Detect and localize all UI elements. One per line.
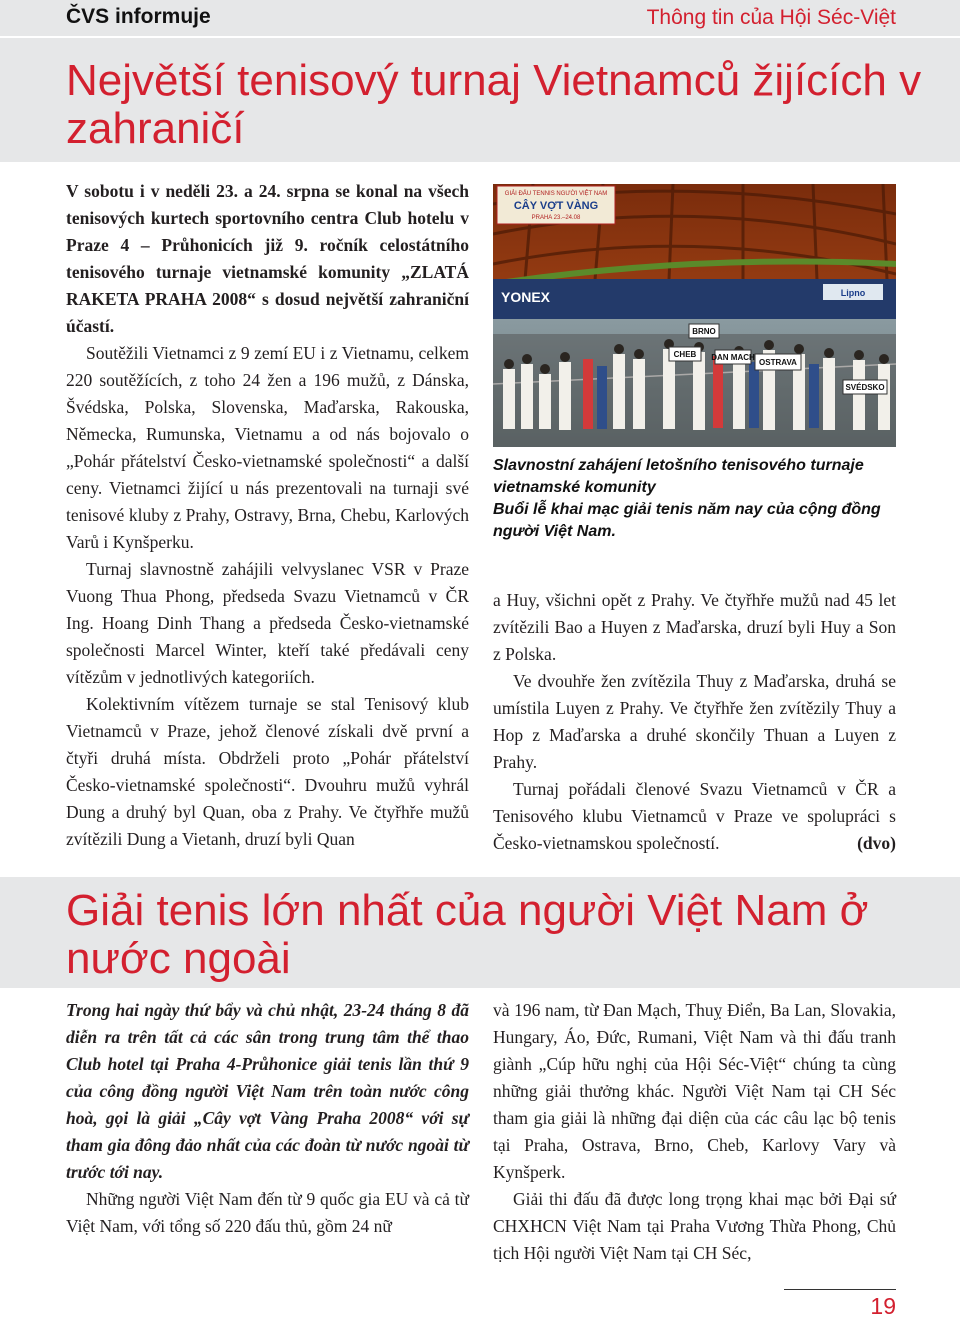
section-label-vn: Thông tin của Hội Séc-Việt xyxy=(646,6,896,29)
team-sign-svedsko: SVÉDSKO xyxy=(845,383,885,392)
team-sign-brno: BRNO xyxy=(692,327,716,336)
closing-paragraph xyxy=(493,776,896,857)
section-label-cz: ČVS informuje xyxy=(66,5,211,28)
paragraph: a Huy, všichni opět z Prahy. Ve čtyřhře mužů nad 45 let zvítězili Bao a Huyen z Maďarska, druzí byli Huy a Son z Polska. xyxy=(493,590,896,664)
article-title-cz: Největší tenisový turnaj Vietnamců žijících v zahraničí xyxy=(66,56,922,153)
team-sign-danmach: DAN MACH xyxy=(711,353,755,362)
banner-line-3: PRAHA 23.–24.08 xyxy=(531,215,581,221)
brand-yonex: YONEX xyxy=(501,289,551,305)
caption-cz: Slavnostní zahájení letošního tenisového turnaje vietnamské komunity xyxy=(493,457,864,496)
banner-line-1: GIẢI ĐẤU TENNIS NGƯỜI VIỆT NAM xyxy=(504,191,608,197)
article-column-2 xyxy=(493,587,896,857)
article-lead-vn: Trong hai ngày thứ bẩy và chủ nhật, 23-24 tháng 8 đã diễn ra trên tất cả các sân trong trung tâm thể thao Club hotel tại Praha 4-Průhonice giải tenis lần thứ 9 của công đồng người Việt Nam trên toàn nước công hoà, gọi là giải „Cây vợt Vàng Praha 2008“ với sự tham gia đông đảo nhất của các đoàn từ nước ngoài từ trước tới nay. xyxy=(66,1000,469,1182)
brand-sponsor: Lipno xyxy=(840,288,866,298)
team-sign-cheb: CHEB xyxy=(673,350,697,359)
paragraph: Kolektivním vítězem turnaje se stal Tenisový klub Vietnamců v Praze, jehož členové získali dvě první a čtyři druhá místa. Obdrželi proto „Pohár přátelství Česko-vietnamské společnosti“. Dvouhru mužů vyhrál Dung a druhý byl Quan, oba z Prahy. Ve čtyřhře mužů zvítězili Dung a Vietanh, druzí byli Quan xyxy=(66,694,469,849)
team-sign-ostrava: OSTRAVA xyxy=(759,358,797,367)
article-column-3 xyxy=(66,997,469,1240)
tournament-photo xyxy=(493,184,896,447)
photo-caption xyxy=(493,455,896,543)
page-number-rule xyxy=(784,1289,896,1290)
article-lead-cz: V sobotu i v neděli 23. a 24. srpna se konal na všech tenisových kurtech sportovního centra Club hotelu v Praze 4 – Průhonicích již 9. ročník celostátního tenisového turnaje vietnamské komunity „ZLATÁ RAKETA PRAHA 2008“ s dosud největší zahraniční účastí. xyxy=(66,181,469,336)
paragraph: Ve dvouhře žen zvítězila Thuy z Maďarska, druhá se umístila Luyen z Prahy. Ve čtyřhře žen zvítězily Thuy a Hop z Maďarska a druhé skončily Thuan a Luyen z Prahy. xyxy=(493,671,896,772)
paragraph: Turnaj slavnostně zahájili velvyslanec VSR v Praze Vuong Thua Phong, předseda Svazu Vietnamců v ČR Ing. Hoang Dinh Thang a předseda Česko-vietnamské společnosti Marcel Winter, kteří také předávali ceny vítězům v jednotlivých kategoriích. xyxy=(66,559,469,687)
author-signature: (dvo) xyxy=(857,833,896,853)
paragraph: Những người Việt Nam đến từ 9 quốc gia EU và cả từ Việt Nam, với tổng số 220 đấu thủ, gồm 24 nữ xyxy=(66,1189,469,1236)
page-number: 19 xyxy=(870,1293,896,1319)
article-column-4 xyxy=(493,997,896,1267)
paragraph: Giải thi đấu đã được long trọng khai mạc bởi Đại sứ CHXHCN Việt Nam tại Praha Vương Thừa Phong, Chủ tịch Hội người Việt Nam tại CH Séc, xyxy=(493,1189,896,1263)
caption-vn: Buổi lễ khai mạc giải tenis năm nay của cộng đồng người Việt Nam. xyxy=(493,501,881,540)
article-column-1 xyxy=(66,178,469,853)
closing-text: Turnaj pořádali členové Svazu Vietnamců v ČR a Tenisového klubu Vietnamců v Praze ve spolupráci s Česko-vietnamskou společností. xyxy=(493,779,896,853)
article-title-vn: Giải tenis lớn nhất của người Việt Nam ở nước ngoài xyxy=(66,886,869,983)
paragraph: và 196 nam, từ Đan Mạch, Thuỵ Điển, Ba Lan, Slovakia, Hungary, Áo, Đức, Rumani, Việt Nam và thi đấu tranh giành „Cúp hữu nghị của Hội Séc-Việt“ chúng ta cùng những giải thưởng khác. Người Việt Nam tại CH Séc tham gia giải là những đại diện của các câu lạc bộ tenis tại Praha, Ostrava, Brno, Cheb, Karlovy Vary và Kynšperk. xyxy=(493,1000,896,1182)
paragraph: Soutěžili Vietnamci z 9 zemí EU i z Vietnamu, celkem 220 soutěžících, z toho 24 žen a 196 mužů, z Dánska, Švédska, Polska, Slovenska, Maďarska, Rakouska, Německa, Rumunska, Vietnamu a od nás bojovalo o „Pohár přátelství Česko-vietnamské společnosti“ a další ceny. Vietnamci žijící u nás prezentovali na turnaji své tenisové kluby z Prahy, Ostravy, Brna, Chebu, Karlových Varů i Kynšperku. xyxy=(66,343,469,552)
banner-line-2: CÂY VỢT VÀNG xyxy=(513,200,599,212)
